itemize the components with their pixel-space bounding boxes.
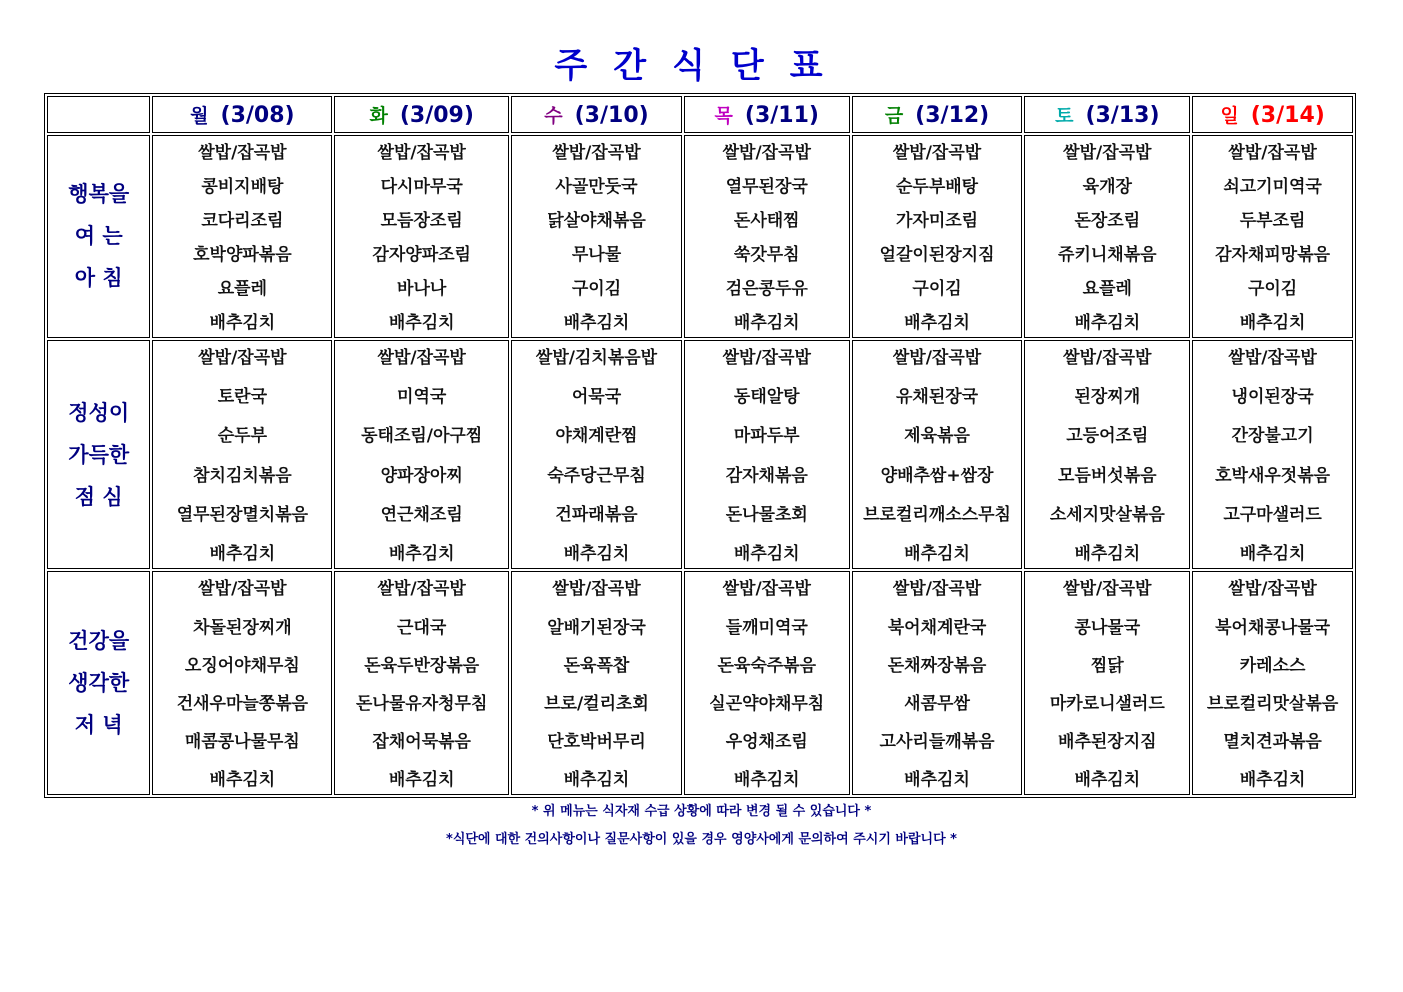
weekly-menu-table: [44, 93, 1356, 798]
menu-cell: [152, 340, 332, 570]
menu-cell: [1024, 571, 1190, 795]
menu-item: 요플레: [1082, 278, 1132, 299]
day-label: 수: [544, 105, 563, 128]
menu-item: 참치김치볶음: [193, 465, 292, 486]
menu-item: 배추김치: [1074, 312, 1141, 333]
meal-row-dinner: [47, 571, 1353, 795]
menu-item: 순두부배탕: [895, 177, 979, 198]
menu-item: 쌀밥/잡곡밥: [198, 579, 287, 600]
menu-item: 콩나물국: [1074, 617, 1141, 638]
menu-item: 구이김: [912, 278, 962, 299]
menu-item: 배추김치: [1239, 544, 1306, 565]
menu-item: 된장찌개: [1074, 387, 1141, 408]
menu-item: 고등어조림: [1066, 426, 1149, 447]
menu-item: 돈사태찜: [733, 211, 800, 232]
menu-item: 쌀밥/잡곡밥: [892, 579, 982, 600]
day-header-thu: [684, 96, 850, 133]
corner-cell: [47, 96, 150, 133]
menu-list: [153, 136, 331, 336]
menu-item: 유채된장국: [895, 387, 979, 408]
day-header-tue: [334, 96, 509, 133]
menu-list: [1193, 341, 1352, 569]
menu-item: 구이김: [571, 278, 622, 299]
day-label: 월: [190, 105, 209, 128]
menu-item: 건새우마늘쫑볶음: [176, 693, 309, 714]
menu-list: [1025, 136, 1189, 336]
menu-item: 배추김치: [1239, 312, 1306, 333]
menu-list: [1193, 572, 1352, 794]
day-date: (3/14): [1250, 103, 1325, 129]
menu-cell: [152, 135, 332, 337]
menu-cell: [334, 340, 509, 570]
menu-item: 들깨미역국: [725, 617, 808, 638]
menu-cell: [1192, 340, 1353, 570]
menu-item: 건파래볶음: [555, 505, 638, 526]
meal-label-line: 여 는: [74, 224, 123, 249]
menu-item: 고사리들깨볶음: [879, 731, 995, 752]
menu-item: 쌀밥/잡곡밥: [198, 347, 287, 368]
meal-label-line: 정성이: [68, 400, 130, 425]
menu-item: 냉이된장국: [1231, 387, 1314, 408]
menu-item: 순두부: [217, 426, 268, 447]
menu-list: [685, 341, 849, 569]
menu-item: 모듬버섯볶음: [1058, 465, 1157, 486]
menu-item: 쌀밥/잡곡밥: [377, 347, 466, 368]
menu-item: 근대국: [397, 617, 447, 638]
menu-item: 코다리조림: [201, 211, 284, 232]
menu-item: 감자채피망볶음: [1215, 244, 1331, 265]
menu-item: 고구마샐러드: [1223, 505, 1322, 526]
menu-item: 차돌된장찌개: [193, 617, 292, 638]
menu-item: 간장불고기: [1231, 426, 1314, 447]
menu-cell: [684, 340, 850, 570]
menu-cell: [1024, 135, 1190, 337]
menu-list: [153, 572, 331, 794]
menu-item: 단호박버무리: [547, 731, 646, 752]
menu-cell: [852, 571, 1023, 795]
menu-item: 모듬장조림: [380, 211, 463, 232]
menu-cell: [334, 135, 509, 337]
menu-item: 쌀밥/잡곡밥: [722, 579, 811, 600]
menu-item: 호박양파볶음: [193, 244, 292, 265]
menu-item: 돈장조림: [1074, 211, 1141, 232]
day-label: 목: [714, 105, 733, 128]
day-date: (3/12): [915, 103, 990, 129]
menu-item: 쌀밥/김치볶음밥: [535, 347, 658, 368]
menu-cell: [511, 340, 682, 570]
menu-item: 배추김치: [733, 544, 800, 565]
day-header-sun: [1192, 96, 1353, 133]
menu-list: [335, 341, 508, 569]
menu-item: 바나나: [397, 278, 447, 299]
menu-list: [853, 572, 1022, 794]
notice-change: * 위 메뉴는 식자재 수급 상황에 따라 변경 될 수 있습니다 *: [531, 804, 872, 819]
menu-item: 북어채계란국: [887, 617, 987, 638]
menu-item: 쇠고기미역국: [1223, 177, 1322, 198]
menu-item: 토란국: [217, 387, 268, 408]
notice-contact: *식단에 대한 건의사항이나 질문사항이 있을 경우 영양사에게 문의하여 주시기 바랍니다 *: [446, 832, 957, 847]
menu-item: 배추된장지짐: [1058, 731, 1157, 752]
menu-cell: [511, 571, 682, 795]
menu-list: [512, 136, 681, 336]
menu-list: [512, 341, 681, 569]
menu-item: 찜닭: [1090, 655, 1124, 676]
menu-item: 배추김치: [388, 544, 455, 565]
day-header-fri: [852, 96, 1023, 133]
menu-item: 배추김치: [388, 770, 455, 790]
menu-item: 쌀밥/잡곡밥: [1063, 347, 1152, 368]
meal-label-cell: [47, 135, 150, 337]
menu-list: [853, 136, 1022, 336]
menu-item: 잡채어묵볶음: [372, 731, 471, 752]
menu-item: 무나물: [571, 244, 622, 265]
menu-item: 배추김치: [563, 312, 630, 333]
menu-item: 열무된장멸치볶음: [176, 505, 309, 526]
menu-list: [335, 572, 508, 794]
day-date: (3/08): [220, 103, 295, 129]
menu-cell: [852, 340, 1023, 570]
menu-list: [153, 341, 331, 569]
page-title: 주간식단표: [554, 46, 849, 86]
menu-item: 배추김치: [904, 544, 970, 565]
menu-item: 배추김치: [388, 312, 455, 333]
menu-item: 쥬키니채볶음: [1058, 244, 1157, 265]
menu-item: 북어채콩나물국: [1215, 617, 1331, 638]
day-date: (3/11): [744, 103, 819, 129]
menu-item: 두부조림: [1239, 211, 1306, 232]
menu-list: [685, 572, 849, 794]
meal-row-breakfast: [47, 135, 1353, 337]
menu-item: 오징어야채무침: [184, 655, 300, 676]
menu-cell: [684, 571, 850, 795]
menu-item: 돈나물유자청무침: [356, 693, 488, 714]
menu-item: 배추김치: [209, 312, 276, 333]
menu-item: 양배추쌈+쌈장: [880, 465, 994, 486]
menu-item: 숙주당근무침: [547, 465, 646, 486]
menu-item: 감자양파조림: [372, 244, 471, 265]
day-header-wed: [511, 96, 682, 133]
menu-item: 배추김치: [733, 312, 800, 333]
menu-item: 배추김치: [733, 770, 800, 790]
meal-row-lunch: [47, 340, 1353, 570]
menu-list: [512, 572, 681, 794]
meal-label-cell: [47, 340, 150, 570]
menu-item: 열무된장국: [725, 177, 808, 198]
meal-label-line: 저 녁: [74, 713, 123, 738]
menu-item: 마파두부: [733, 426, 800, 447]
menu-item: 매콤콩나물무침: [184, 731, 300, 752]
header-row: [47, 96, 1353, 133]
menu-item: 쌀밥/잡곡밥: [1228, 143, 1317, 164]
menu-item: 쌀밥/잡곡밥: [552, 143, 641, 164]
menu-item: 연근채조림: [380, 505, 463, 526]
menu-item: 가자미조림: [895, 211, 979, 232]
menu-item: 마카로니샐러드: [1049, 693, 1165, 714]
day-label: 금: [884, 105, 904, 128]
menu-item: 감자채볶음: [725, 465, 808, 486]
menu-item: 배추김치: [1239, 770, 1306, 790]
menu-item: 브로컬리맛살볶음: [1206, 693, 1339, 714]
menu-list: [853, 341, 1022, 569]
menu-item: 구이김: [1247, 278, 1298, 299]
menu-item: 양파장아찌: [380, 465, 463, 486]
menu-item: 소세지맛살볶음: [1049, 505, 1165, 526]
menu-item: 배추김치: [563, 544, 630, 565]
menu-item: 배추김치: [904, 312, 970, 333]
meal-label-line: 아 침: [74, 266, 123, 291]
menu-cell: [334, 571, 509, 795]
meal-label-line: 가득한: [68, 442, 130, 467]
menu-item: 알배기된장국: [547, 617, 646, 638]
menu-item: 쌀밥/잡곡밥: [377, 143, 466, 164]
menu-item: 검은콩두유: [725, 278, 808, 299]
menu-item: 우엉채조림: [725, 731, 808, 752]
menu-item: 배추김치: [904, 770, 970, 790]
menu-list: [335, 136, 508, 336]
menu-cell: [511, 135, 682, 337]
day-header-mon: [152, 96, 332, 133]
menu-item: 미역국: [397, 387, 447, 408]
menu-item: 브로컬리깨소스무침: [863, 505, 1011, 526]
menu-item: 호박새우젓볶음: [1215, 465, 1331, 486]
menu-item: 얼갈이된장지짐: [879, 244, 995, 265]
menu-item: 야채계란찜: [555, 426, 638, 447]
menu-cell: [1192, 135, 1353, 337]
menu-item: 돈육숙주볶음: [717, 655, 817, 676]
menu-cell: [684, 135, 850, 337]
day-date: (3/13): [1085, 103, 1160, 129]
menu-item: 쌀밥/잡곡밥: [892, 347, 982, 368]
menu-list: [685, 136, 849, 336]
menu-list: [1025, 341, 1189, 569]
menu-item: 배추김치: [209, 770, 276, 790]
menu-item: 육개장: [1082, 177, 1132, 198]
menu-item: 콩비지배탕: [201, 177, 284, 198]
menu-item: 멸치견과볶음: [1223, 731, 1322, 752]
day-date: (3/09): [399, 103, 474, 129]
menu-item: 동태알탕: [733, 387, 800, 408]
menu-item: 배추김치: [1074, 770, 1141, 790]
menu-item: 새콤무쌈: [904, 693, 970, 714]
menu-item: 배추김치: [209, 544, 276, 565]
day-date: (3/10): [574, 103, 649, 129]
menu-cell: [1024, 340, 1190, 570]
menu-item: 쌀밥/잡곡밥: [722, 143, 811, 164]
menu-item: 쌀밥/잡곡밥: [552, 579, 641, 600]
menu-item: 사골만둣국: [555, 177, 638, 198]
menu-item: 돈채짜장볶음: [887, 655, 987, 676]
menu-item: 돈육폭찹: [563, 655, 630, 676]
menu-item: 쌀밥/잡곡밥: [1228, 347, 1317, 368]
menu-cell: [852, 135, 1023, 337]
menu-item: 제육볶음: [904, 426, 970, 447]
meal-label-line: 점 심: [74, 484, 123, 509]
menu-item: 쌀밥/잡곡밥: [377, 579, 466, 600]
meal-label-line: 생각한: [68, 671, 130, 696]
menu-cell: [152, 571, 332, 795]
menu-list: [1193, 136, 1352, 336]
menu-item: 브로/컬리초회: [544, 693, 649, 714]
menu-item: 배추김치: [1074, 544, 1141, 565]
meal-label-line: 건강을: [68, 629, 130, 654]
menu-item: 카레소스: [1239, 655, 1306, 676]
menu-item: 어묵국: [571, 387, 622, 408]
menu-item: 쌀밥/잡곡밥: [1063, 579, 1152, 600]
day-label: 일: [1220, 105, 1239, 128]
meal-label-cell: [47, 571, 150, 795]
menu-item: 쌀밥/잡곡밥: [1228, 579, 1317, 600]
menu-item: 쑥갓무침: [733, 244, 800, 265]
menu-item: 다시마무국: [380, 177, 463, 198]
meal-label-line: 행복을: [68, 182, 130, 207]
menu-item: 요플레: [217, 278, 268, 299]
menu-item: 쌀밥/잡곡밥: [1063, 143, 1152, 164]
day-label: 토: [1055, 105, 1074, 128]
day-header-sat: [1024, 96, 1190, 133]
menu-item: 실곤약야채무침: [709, 693, 825, 714]
menu-item: 쌀밥/잡곡밥: [198, 143, 287, 164]
menu-list: [1025, 572, 1189, 794]
menu-item: 돈나물초회: [725, 505, 808, 526]
menu-item: 닭살야채볶음: [547, 211, 646, 232]
menu-cell: [1192, 571, 1353, 795]
menu-item: 배추김치: [563, 770, 630, 790]
menu-item: 쌀밥/잡곡밥: [892, 143, 982, 164]
menu-item: 쌀밥/잡곡밥: [722, 347, 811, 368]
day-label: 화: [369, 105, 388, 128]
menu-item: 돈육두반장볶음: [364, 655, 480, 676]
menu-item: 동태조림/아구찜: [361, 426, 483, 447]
